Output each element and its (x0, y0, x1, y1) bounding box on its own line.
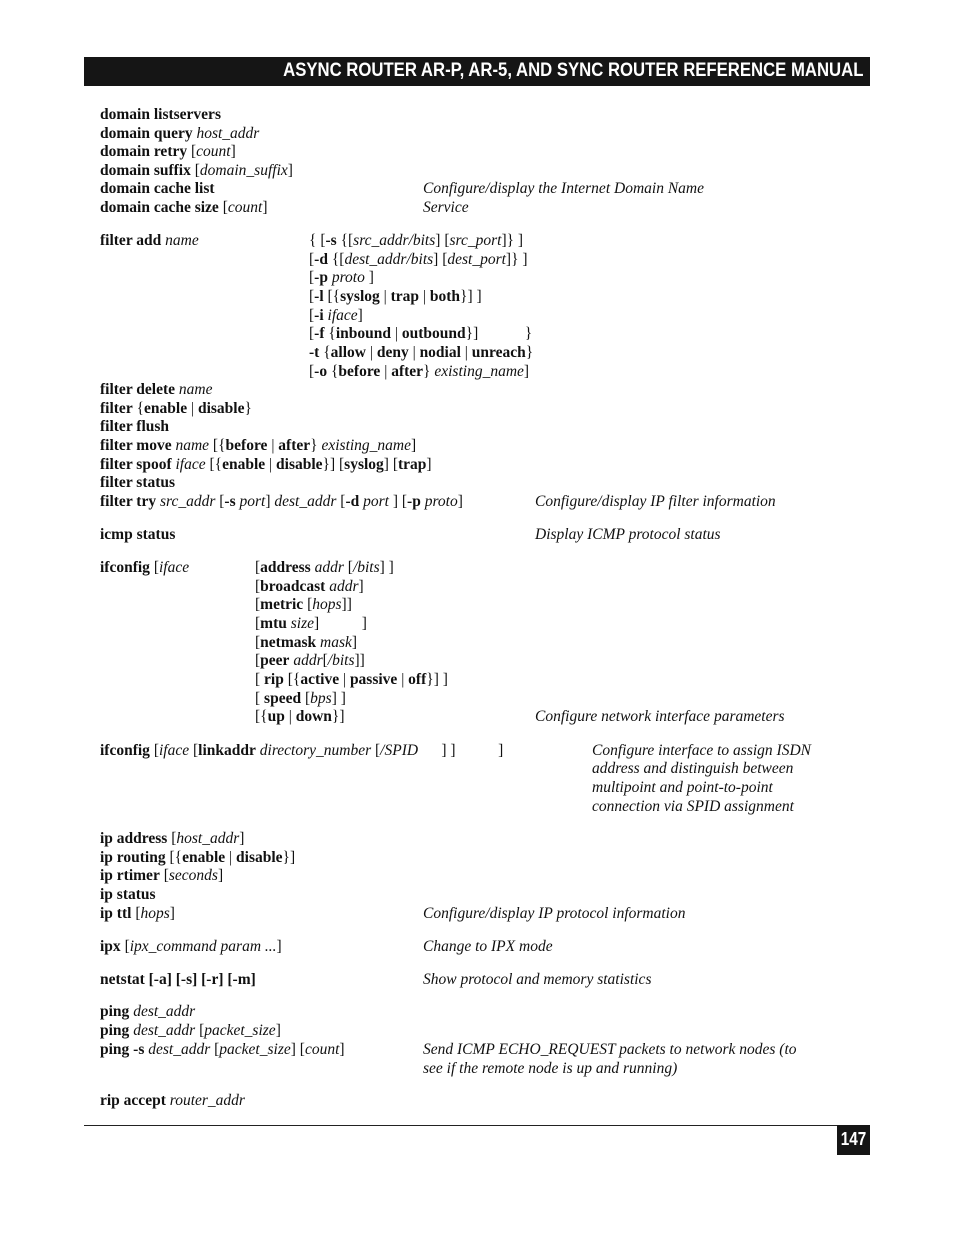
command-line: filter add name (100, 232, 199, 249)
command-line: ifconfig [iface (100, 559, 190, 576)
command-line: icmp status (100, 526, 176, 543)
command-description: multipoint and point-to-point (592, 779, 773, 796)
command-line: [peer addr[/bits]] (255, 652, 365, 669)
header-title: ASYNC ROUTER AR-P, AR-5, AND SYNC ROUTER REFERENCE MANUAL (282, 60, 863, 81)
command-description: Display ICMP protocol status (535, 526, 721, 543)
command-description: Configure/display the Internet Domain Name (423, 180, 704, 197)
command-description: Configure interface to assign ISDN (592, 742, 811, 759)
command-line: ifconfig [iface [linkaddr directory_number [/SPID ] ] ] (100, 742, 504, 759)
command-line: domain suffix [domain_suffix] (100, 162, 293, 179)
command-description: see if the remote node is up and running) (423, 1060, 678, 1077)
command-line: [metric [hops]] (255, 596, 352, 613)
command-line: { [-s {[src_addr/bits] [src_port]} ] (309, 232, 524, 249)
command-line: -t {allow | deny | nodial | unreach} (309, 344, 534, 361)
command-line: [-i iface] (309, 307, 363, 324)
command-line: domain cache size [count] (100, 199, 268, 216)
command-line: [netmask mask] (255, 634, 358, 651)
page-number: 147 (840, 1129, 867, 1149)
command-line: [broadcast addr] (255, 578, 364, 595)
command-line: ip address [host_addr] (100, 830, 245, 847)
command-description: Configure/display IP filter information (535, 493, 776, 510)
command-line: [address addr [/bits] ] (255, 559, 394, 576)
command-description: Configure/display IP protocol information (423, 905, 686, 922)
command-line: ip ttl [hops] (100, 905, 175, 922)
command-line: [-d {[dest_addr/bits] [dest_port]} ] (309, 251, 528, 268)
command-line: domain retry [count] (100, 143, 236, 160)
footer-rule (84, 1125, 870, 1126)
command-line: filter status (100, 474, 176, 491)
command-line: filter delete name (100, 381, 213, 398)
command-line: [-f {inbound | outbound}] } (309, 325, 533, 342)
command-description: connection via SPID assignment (592, 798, 794, 815)
command-line: ip routing [{enable | disable}] (100, 849, 296, 866)
command-description: Change to IPX mode (423, 938, 553, 955)
command-line: netstat [-a] [-s] [-r] [-m] (100, 971, 256, 988)
header-bar (84, 57, 870, 86)
command-line: [-o {before | after} existing_name] (309, 363, 530, 380)
command-line: ip rtimer [seconds] (100, 867, 224, 884)
command-line: domain query host_addr (100, 125, 260, 142)
command-line: [{up | down}] (255, 708, 345, 725)
command-line: domain listservers (100, 106, 221, 123)
command-line: ip status (100, 886, 156, 903)
command-line: [-p proto ] (309, 269, 374, 286)
command-line: filter spoof iface [{enable | disable}] [syslog] [trap] (100, 456, 432, 473)
command-description: Show protocol and memory statistics (423, 971, 652, 988)
command-line: ping -s dest_addr [packet_size] [count] (100, 1041, 345, 1058)
command-description: Configure network interface parameters (535, 708, 785, 725)
command-line: filter {enable | disable} (100, 400, 252, 417)
command-description: Service (423, 199, 469, 216)
page-number-box (837, 1125, 870, 1155)
command-line: [-l [{syslog | trap | both}] ] (309, 288, 482, 305)
command-line: filter flush (100, 418, 170, 435)
command-line: ipx [ipx_command param ...] (100, 938, 282, 955)
command-line: domain cache list (100, 180, 215, 197)
command-line: [ speed [bps] ] (255, 690, 346, 707)
command-line: filter move name [{before | after} existing_name] (100, 437, 417, 454)
command-description: address and distinguish between (592, 760, 794, 777)
command-line: rip accept router_addr (100, 1092, 245, 1109)
command-line: [mtu size] ] (255, 615, 367, 632)
command-line: [ rip [{active | passive | off}] ] (255, 671, 448, 688)
command-line: ping dest_addr [packet_size] (100, 1022, 281, 1039)
command-description: Send ICMP ECHO_REQUEST packets to network nodes (to (423, 1041, 797, 1058)
command-line: ping dest_addr (100, 1003, 196, 1020)
command-line: filter try src_addr [-s port] dest_addr [-d port ] [-p proto] (100, 493, 463, 510)
